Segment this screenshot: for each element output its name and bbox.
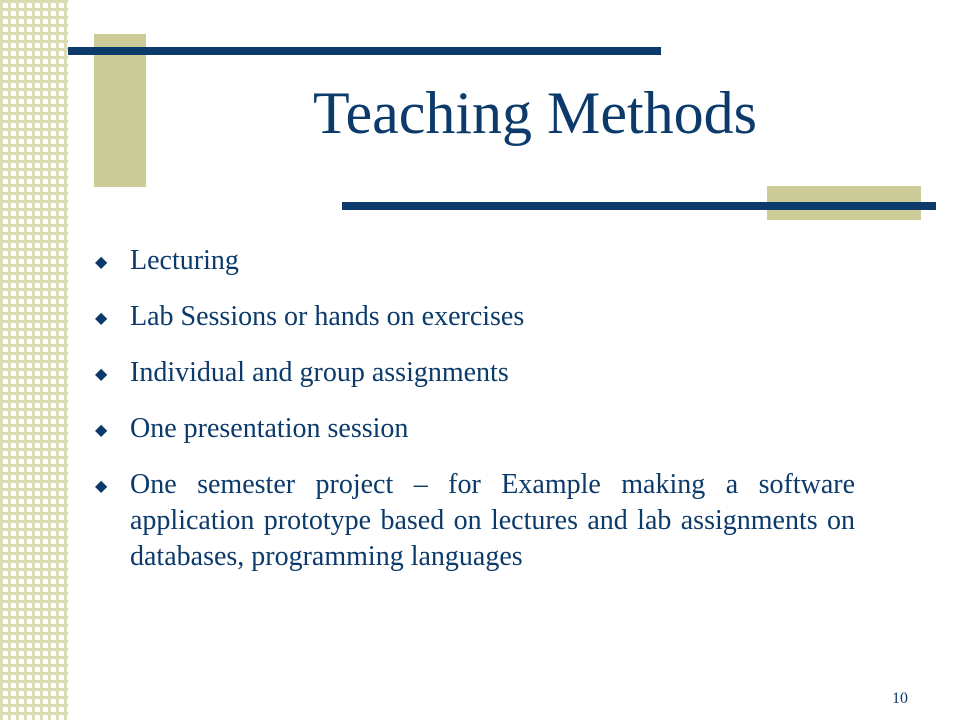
bullet-text: Individual and group assignments	[130, 357, 509, 388]
bullet-item-lab-sessions	[95, 299, 855, 337]
diamond-bullet-icon: ◆	[95, 476, 108, 495]
bullet-item-presentation	[95, 411, 855, 449]
decorative-navy-line-bottom	[342, 202, 936, 210]
bullet-item-semester-project	[95, 467, 855, 575]
diamond-bullet-icon: ◆	[95, 308, 108, 327]
decorative-navy-line-top	[68, 47, 661, 55]
bullet-list	[95, 243, 855, 593]
page-number: 10	[892, 690, 908, 707]
diamond-bullet-icon: ◆	[95, 420, 108, 439]
bullet-item-assignments	[95, 355, 855, 393]
decorative-olive-block-top	[94, 34, 146, 187]
bullet-text: One presentation session	[130, 413, 409, 444]
decorative-stripe-band	[0, 0, 68, 720]
bullet-text: Lecturing	[130, 245, 239, 276]
bullet-text: One semester project – for Example making a software application prototype based on lectures and lab assignments on databases, programming languages	[130, 469, 855, 572]
slide-title: Teaching Methods	[312, 80, 758, 146]
bullet-item-lecturing	[95, 243, 855, 281]
diamond-bullet-icon: ◆	[95, 364, 108, 383]
diamond-bullet-icon: ◆	[95, 252, 108, 271]
bullet-text: Lab Sessions or hands on exercises	[130, 301, 525, 332]
